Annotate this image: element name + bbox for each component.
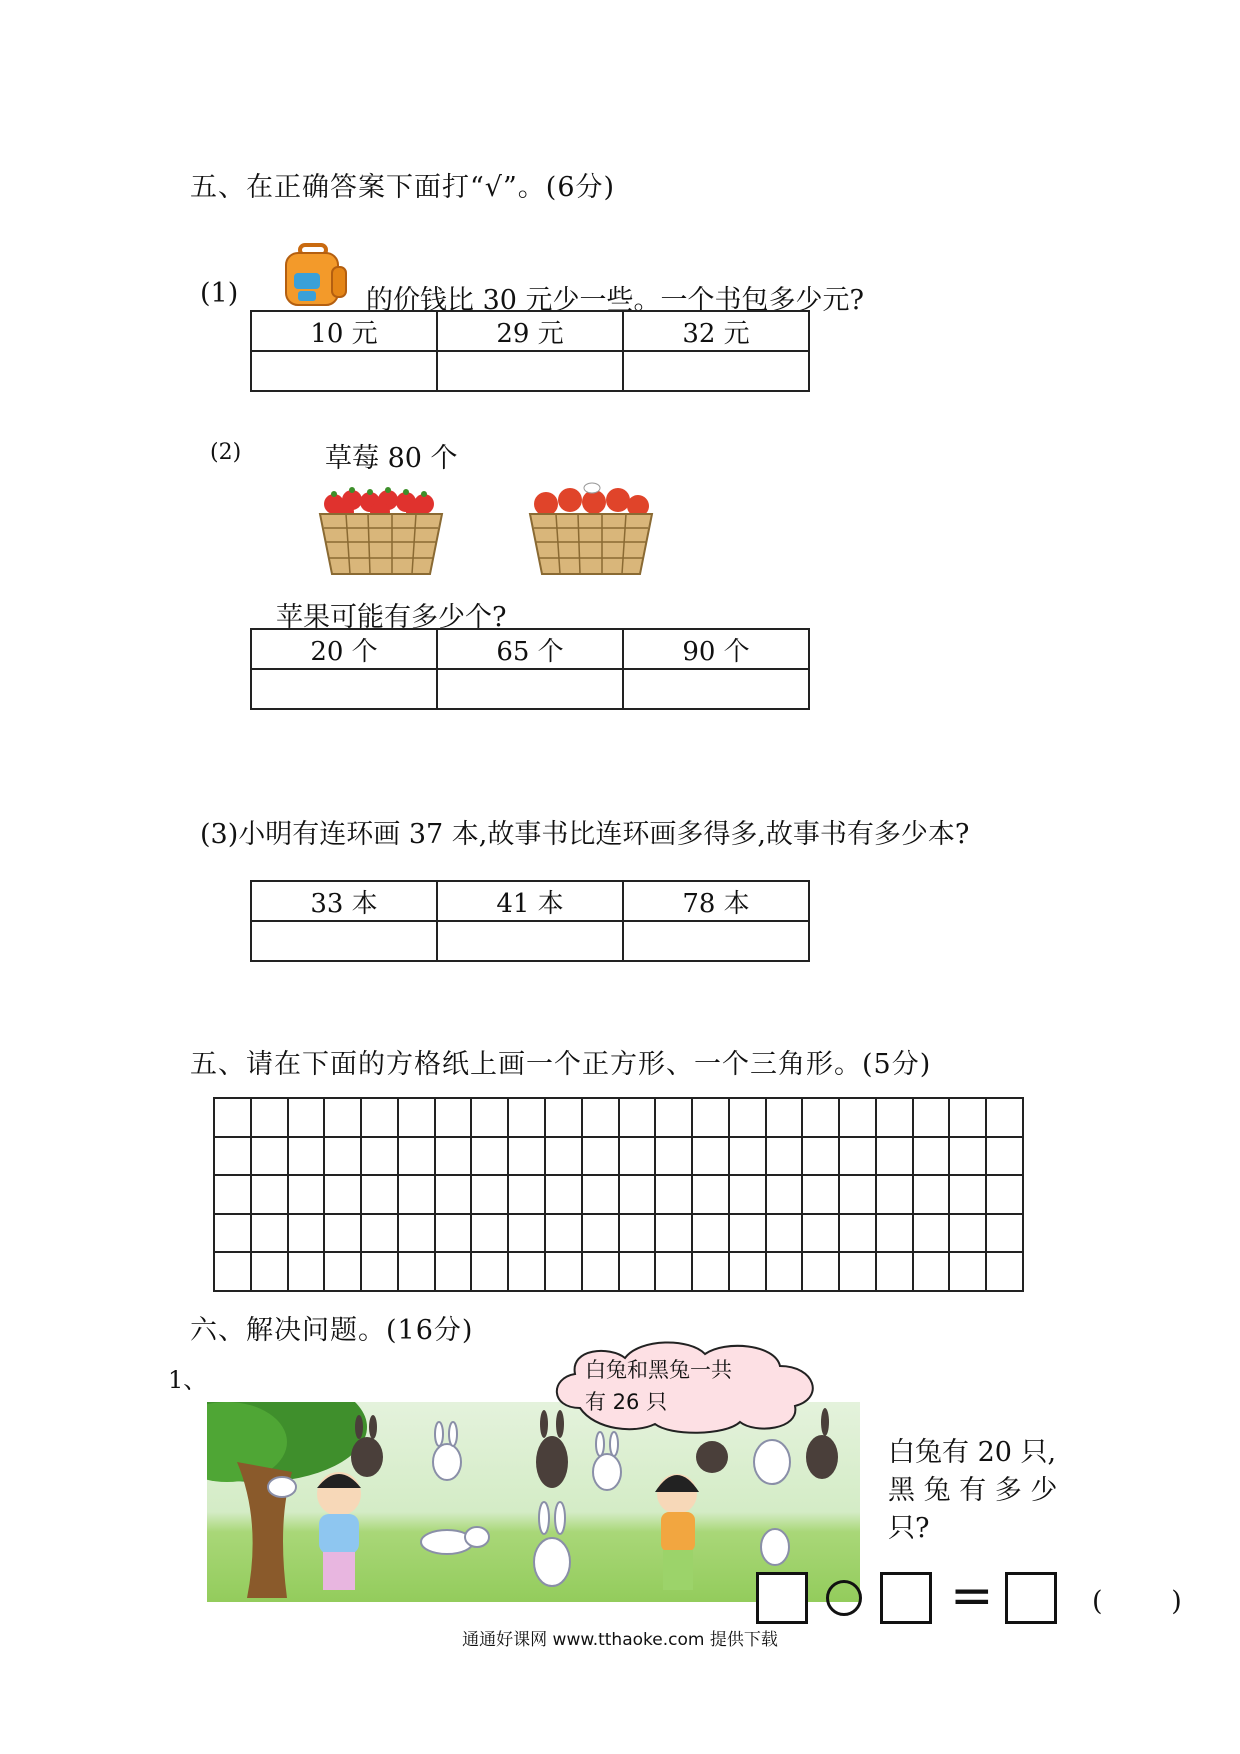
q2-check-cell-3[interactable] [623,669,809,709]
grid-cell[interactable] [876,1252,913,1291]
equation-box-1[interactable] [756,1572,808,1624]
grid-cell[interactable] [729,1098,766,1137]
grid-cell[interactable] [766,1252,803,1291]
grid-cell[interactable] [545,1175,582,1214]
q2-check-cell-1[interactable] [251,669,437,709]
grid-cell[interactable] [251,1252,288,1291]
grid-cell[interactable] [545,1098,582,1137]
grid-cell[interactable] [619,1137,656,1176]
grid-cell[interactable] [839,1214,876,1253]
grid-cell[interactable] [361,1175,398,1214]
grid-cell[interactable] [802,1252,839,1291]
grid-cell[interactable] [582,1252,619,1291]
q1-check-cell-2[interactable] [437,351,623,391]
grid-cell[interactable] [766,1137,803,1176]
grid-cell[interactable] [986,1252,1023,1291]
problem-question-line-2: 黑 兔 有 多 少 [888,1475,1058,1506]
grid-cell[interactable] [324,1252,361,1291]
grid-cell[interactable] [949,1098,986,1137]
grid-cell[interactable] [913,1252,950,1291]
grid-cell[interactable] [435,1214,472,1253]
grid-cell[interactable] [471,1137,508,1176]
grid-cell[interactable] [214,1098,251,1137]
grid-cell[interactable] [214,1175,251,1214]
grid-cell[interactable] [876,1098,913,1137]
grid-cell[interactable] [398,1214,435,1253]
grid-cell[interactable] [729,1214,766,1253]
grid-cell[interactable] [288,1214,325,1253]
grid-cell[interactable] [692,1252,729,1291]
grid-cell[interactable] [876,1214,913,1253]
q3-option-3: 78 本 [623,881,809,921]
bubble-line-1: 白兔和黑兔一共 [585,1358,732,1382]
speech-bubble [540,1338,830,1438]
grid-cell[interactable] [655,1098,692,1137]
grid-cell[interactable] [655,1175,692,1214]
grid-cell[interactable] [288,1175,325,1214]
grid-cell[interactable] [949,1175,986,1214]
grid-cell[interactable] [361,1214,398,1253]
grid-cell[interactable] [398,1252,435,1291]
grid-cell[interactable] [949,1252,986,1291]
grid-cell[interactable] [655,1137,692,1176]
grid-cell[interactable] [508,1214,545,1253]
grid-cell[interactable] [582,1214,619,1253]
q1-number: (1) [200,278,239,309]
grid-cell[interactable] [361,1137,398,1176]
grid-cell[interactable] [471,1098,508,1137]
q3-check-cell-3[interactable] [623,921,809,961]
grid-cell[interactable] [251,1214,288,1253]
grid-cell[interactable] [435,1137,472,1176]
grid-cell[interactable] [949,1137,986,1176]
grid-cell[interactable] [655,1214,692,1253]
q3-option-1: 33 本 [251,881,437,921]
grid-cell[interactable] [986,1098,1023,1137]
grid-cell[interactable] [471,1252,508,1291]
grid-cell[interactable] [508,1175,545,1214]
problem-question-line-3: 只? [888,1513,930,1544]
grid-cell[interactable] [876,1137,913,1176]
q3-text: (3)小明有连环画 37 本,故事书比连环画多得多,故事书有多少本? [200,819,970,850]
grid-cell[interactable] [435,1175,472,1214]
grid-cell[interactable] [545,1252,582,1291]
grid-cell[interactable] [508,1098,545,1137]
grid-cell[interactable] [913,1214,950,1253]
bubble-line-2: 有 26 只 [585,1390,668,1414]
q1-option-3: 32 元 [623,311,809,351]
equals-sign: = [950,1566,994,1626]
operator-circle[interactable] [826,1580,862,1616]
backpack-icon [280,243,350,309]
equation-box-3[interactable] [1005,1572,1057,1624]
grid-cell[interactable] [839,1252,876,1291]
strawberry-basket-icon [316,478,446,578]
grid-cell[interactable] [986,1214,1023,1253]
grid-cell[interactable] [802,1098,839,1137]
grid-cell[interactable] [582,1175,619,1214]
grid-cell[interactable] [619,1252,656,1291]
grid-cell[interactable] [361,1252,398,1291]
q1-answer-table [250,310,810,392]
grid-cell[interactable] [435,1098,472,1137]
grid-cell[interactable] [251,1137,288,1176]
q3-check-cell-1[interactable] [251,921,437,961]
q3-check-cell-2[interactable] [437,921,623,961]
grid-cell[interactable] [324,1175,361,1214]
grid-cell[interactable] [913,1175,950,1214]
unit-paren: ( ) [1092,1586,1182,1617]
grid-cell[interactable] [288,1252,325,1291]
section-6-title: 六、解决问题。(16分) [190,1315,474,1346]
grid-cell[interactable] [545,1137,582,1176]
grid-cell[interactable] [692,1098,729,1137]
equation-box-2[interactable] [880,1572,932,1624]
section-5b-title: 五、请在下面的方格纸上画一个正方形、一个三角形。(5分) [190,1049,932,1080]
grid-cell[interactable] [398,1137,435,1176]
q1-check-cell-3[interactable] [623,351,809,391]
q1-check-cell-1[interactable] [251,351,437,391]
grid-cell[interactable] [913,1098,950,1137]
q2-option-3: 90 个 [623,629,809,669]
section-5-title: 五、在正确答案下面打“√”。(6分) [190,172,616,203]
q2-answer-table [250,628,810,710]
grid-cell[interactable] [802,1175,839,1214]
q3-answer-table [250,880,810,962]
problem-question-line-1: 白兔有 20 只, [888,1437,1057,1468]
grid-cell[interactable] [214,1214,251,1253]
grid-cell[interactable] [839,1137,876,1176]
grid-cell[interactable] [949,1214,986,1253]
q1-option-2: 29 元 [437,311,623,351]
grid-cell[interactable] [508,1137,545,1176]
grid-cell[interactable] [655,1252,692,1291]
grid-cell[interactable] [251,1175,288,1214]
grid-cell[interactable] [986,1137,1023,1176]
grid-cell[interactable] [619,1214,656,1253]
grid-cell[interactable] [766,1214,803,1253]
grid-cell[interactable] [839,1098,876,1137]
grid-cell[interactable] [214,1252,251,1291]
grid-cell[interactable] [766,1098,803,1137]
grid-cell[interactable] [619,1175,656,1214]
q3-option-2: 41 本 [437,881,623,921]
grid-cell[interactable] [508,1252,545,1291]
grid-cell[interactable] [288,1098,325,1137]
grid-cell[interactable] [545,1214,582,1253]
q2-question: 苹果可能有多少个? [276,602,507,633]
grid-cell[interactable] [729,1137,766,1176]
grid-cell[interactable] [324,1098,361,1137]
grid-cell[interactable] [913,1137,950,1176]
grid-cell[interactable] [986,1175,1023,1214]
strawberry-label: 草莓 80 个 [325,443,458,474]
grid-cell[interactable] [398,1175,435,1214]
grid-cell[interactable] [839,1175,876,1214]
page-footer: 通通好课网 www.tthaoke.com 提供下载 [462,1630,778,1650]
q2-option-1: 20 个 [251,629,437,669]
grid-cell[interactable] [324,1214,361,1253]
grid-cell[interactable] [729,1252,766,1291]
q1-option-1: 10 元 [251,311,437,351]
grid-cell[interactable] [582,1098,619,1137]
grid-cell[interactable] [398,1098,435,1137]
grid-cell[interactable] [766,1175,803,1214]
grid-cell[interactable] [582,1137,619,1176]
grid-cell[interactable] [692,1175,729,1214]
grid-cell[interactable] [361,1098,398,1137]
grid-cell[interactable] [802,1214,839,1253]
grid-cell[interactable] [692,1214,729,1253]
grid-paper[interactable] [213,1097,1024,1292]
grid-cell[interactable] [471,1214,508,1253]
grid-cell[interactable] [876,1175,913,1214]
grid-cell[interactable] [692,1137,729,1176]
grid-cell[interactable] [324,1137,361,1176]
q2-check-cell-2[interactable] [437,669,623,709]
q2-number: (2) [210,440,242,465]
grid-cell[interactable] [802,1137,839,1176]
problem-1-number: 1、 [168,1366,208,1394]
apple-basket-icon [526,478,656,578]
grid-cell[interactable] [619,1098,656,1137]
q1-text: 的价钱比 30 元少一些。一个书包多少元? [366,285,864,316]
grid-cell[interactable] [435,1252,472,1291]
grid-cell[interactable] [471,1175,508,1214]
grid-cell[interactable] [214,1137,251,1176]
grid-cell[interactable] [251,1098,288,1137]
q2-option-2: 65 个 [437,629,623,669]
grid-cell[interactable] [729,1175,766,1214]
grid-cell[interactable] [288,1137,325,1176]
